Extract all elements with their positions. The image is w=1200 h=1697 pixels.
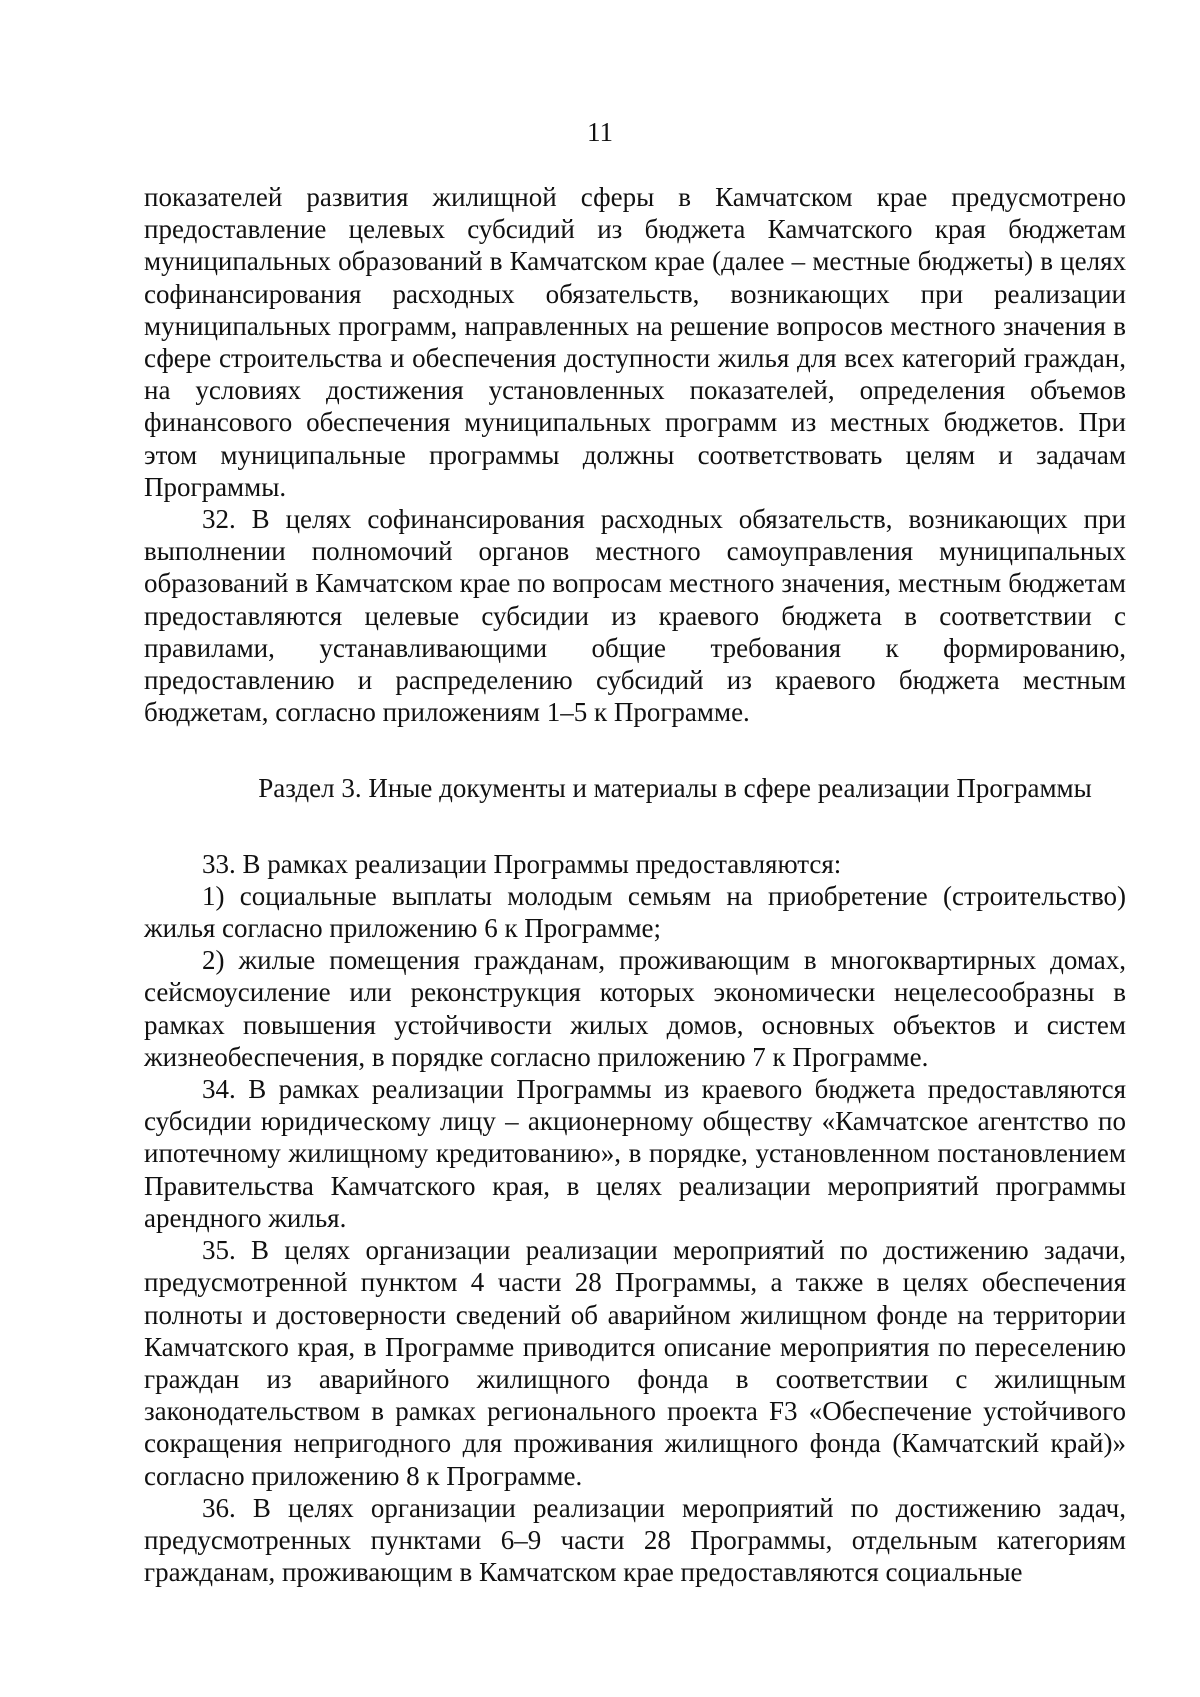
paragraph-36: 36. В целях организации реализации мероприятий по достижению задач, предусмотренных пунктами 6–9 части 28 Программы, отдельным категориям гражданам, проживающим в Камчатском крае предоставляются социальные bbox=[144, 1492, 1126, 1588]
document-body bbox=[144, 181, 1126, 1588]
section-heading: Раздел 3. Иные документы и материалы в сфере реализации Программы bbox=[258, 773, 1092, 804]
paragraph-35: 35. В целях организации реализации мероприятий по достижению задачи, предусмотренной пунктом 4 части 28 Программы, а также в целях обеспечения полноты и достоверности сведений об аварийном жилищном фонде на территории Камчатского края, в Программе приводится описание мероприятия по переселению граждан из аварийного жилищного фонда в соответствии с жилищным законодательством в рамках регионального проекта F3 «Обеспечение устойчивого сокращения непригодного для проживания жилищного фонда (Камчатский край)» согласно приложению 8 к Программе. bbox=[144, 1235, 1126, 1491]
paragraph-33: 33. В рамках реализации Программы предоставляются: bbox=[202, 848, 842, 879]
paragraph-34: 34. В рамках реализации Программы из краевого бюджета предоставляются субсидии юридическому лицу – акционерному обществу «Камчатское агентство по ипотечному жилищному кредитованию», в порядке, установленном постановлением Правительства Камчатского края, в целях реализации мероприятий программы арендного жилья. bbox=[144, 1074, 1126, 1233]
page-number: 11 bbox=[587, 117, 613, 147]
paragraph-32: 32. В целях софинансирования расходных обязательств, возникающих при выполнении полномочий органов местного самоуправления муниципальных образований в Камчатском крае по вопросам местного значения, местным бюджетам предоставляются целевые субсидии из краевого бюджета в соответствии с правилами, устанавливающими общие требования к формированию, предоставлению и распределению субсидий из краевого бюджета местным бюджетам, согласно приложениям 1–5 к Программе. bbox=[144, 504, 1126, 728]
paragraph-continuation: показателей развития жилищной сферы в Камчатском крае предусмотрено предоставление целевых субсидий из бюджета Камчатского края бюджетам муниципальных образований в Камчатском крае (далее – местные бюджеты) в целях софинансирования расходных обязательств, возникающих при реализации муниципальных программ, направленных на решение вопросов местного значения в сфере строительства и обеспечения доступности жилья для всех категорий граждан, на условиях достижения установленных показателей, определения объемов финансового обеспечения муниципальных программ из местных бюджетов. При этом муниципальные программы должны соответствовать целям и задачам Программы. bbox=[144, 182, 1126, 502]
list-item-2: 2) жилые помещения гражданам, проживающим в многоквартирных домах, сейсмоусиление или реконструкция которых экономически нецелесообразны в рамках повышения устойчивости жилых домов, основных объектов и систем жизнеобеспечения, в порядке согласно приложению 7 к Программе. bbox=[144, 945, 1126, 1072]
list-item-1: 1) социальные выплаты молодым семьям на приобретение (строительство) жилья согласно приложению 6 к Программе; bbox=[144, 880, 1126, 944]
